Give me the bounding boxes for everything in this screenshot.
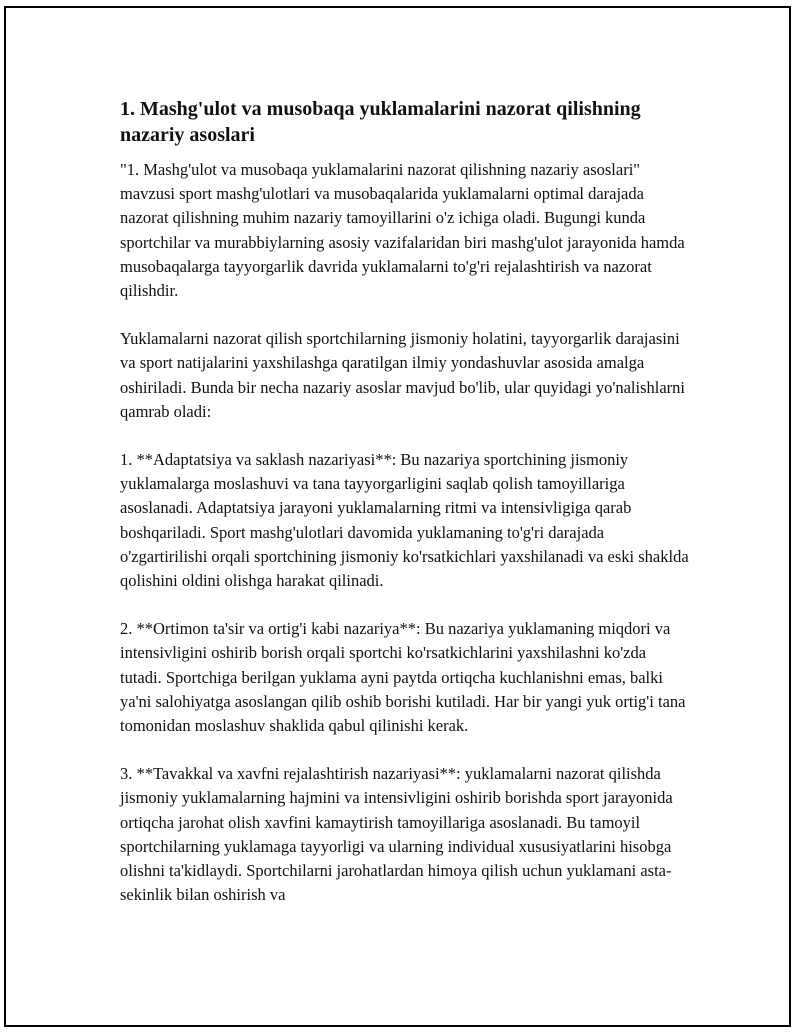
document-content [120,96,690,931]
paragraph-intro: "1. Mashg'ulot va musobaqa yuklamalarini nazorat qilishning nazariy asoslari" mavzusi sport mashg'ulotlari va musobaqalarida yuklamalarni optimal darajada nazorat qilishning muhim nazariy tamoyillarini o'z ichiga oladi. Bugungi kunda sportchilar va murabbiylarning asosiy vazifalaridan biri mashg'ulot jarayonida hamda musobaqalarga tayyorgarlik davrida yuklamalarni to'g'ri rejalashtirish va nazorat qilishdir. [120,160,685,301]
paragraph-adaptation-theory: 1. **Adaptatsiya va saklash nazariyasi**: Bu nazariya sportchining jismoniy yuklamalarga moslashuvi va tana tayyorgarligini saqlab qolish tamoyillariga asoslanadi. Adaptatsiya jarayoni yuklamalarning ritmi va intensivligiga qarab boshqariladi. Sport mashg'ulotlari davomida yuklamaning to'g'ri darajada o'zgartirilishi orqali sportchining jismoniy ko'rsatkichlari yaxshilanadi va eski shaklda qolishini oldini olishga harakat qilinadi. [120,450,689,591]
document-title: 1. Mashg'ulot va musobaqa yuklamalarini nazorat qilishning nazariy asoslari [120,98,641,146]
paragraph-overview: Yuklamalarni nazorat qilish sportchilarning jismoniy holatini, tayyorgarlik darajasini va sport natijalarini yaxshilashga qaratilgan ilmiy yondashuvlar asosida amalga oshiriladi. Bunda bir necha nazariy asoslar mavjud bo'lib, ular quyidagi yo'nalishlarni qamrab oladi: [120,329,685,421]
document-page [4,6,791,1027]
paragraph-risk-theory: 3. **Tavakkal va xavfni rejalashtirish nazariyasi**: yuklamalarni nazorat qilishda jismoniy yuklamalarning hajmini va intensivligini oshirib borishda sport jarayonida ortiqcha jarohat olish xavfini kamaytirish tamoyillariga asoslanadi. Bu tamoyil sportchilarning yuklamaga tayyorligi va ularning individual xususiyatlarini hisobga olishni ta'kidlaydi. Sportchilarni jarohatlardan himoya qilish uchun yuklamani asta-sekinlik bilan oshirish va [120,764,673,905]
paragraph-overload-theory: 2. **Ortimon ta'sir va ortig'i kabi nazariya**: Bu nazariya yuklamaning miqdori va intensivligini oshirib borish orqali sportchi ko'rsatkichlarini yaxshilashni ko'zda tutadi. Sportchiga berilgan yuklama ayni paytda ortiqcha kuchlanishni emas, balki ya'ni salohiyatga asoslangan qilib oshib borishi kutiladi. Har bir yangi yuk ortig'i tana tomonidan moslashuv shaklida qabul qilinishi kerak. [120,619,686,736]
